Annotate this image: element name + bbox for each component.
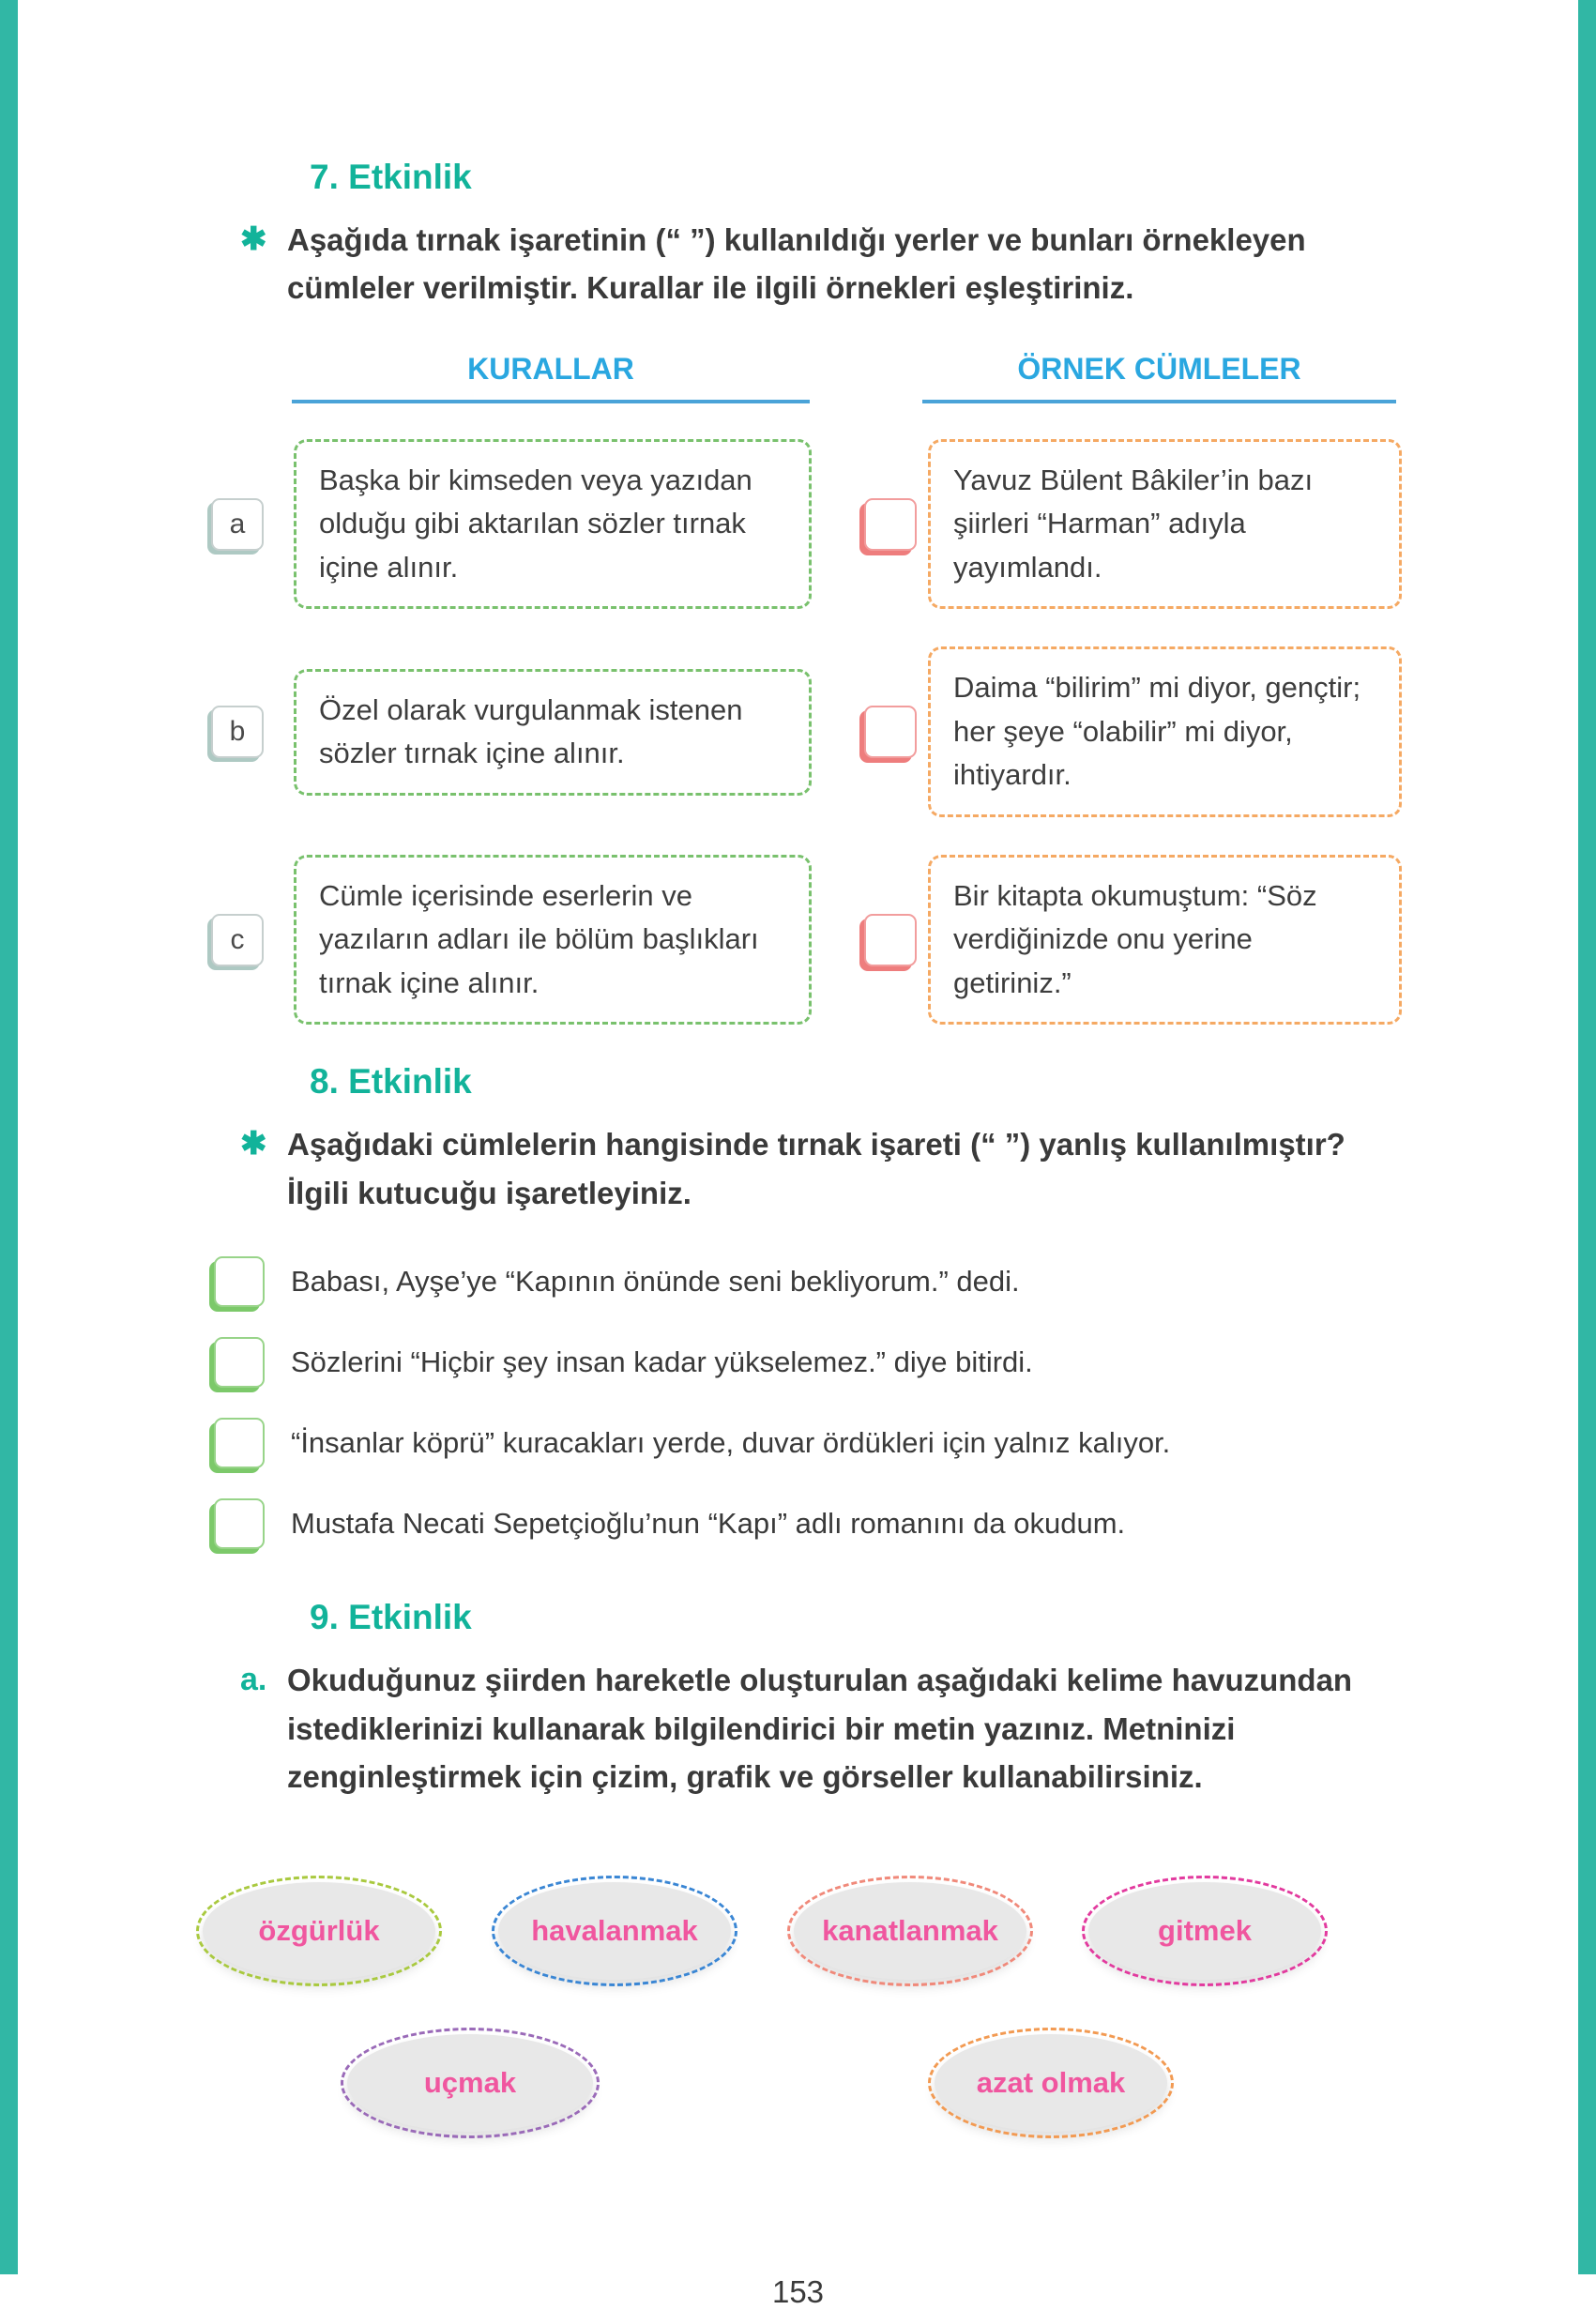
word-oval-havalanmak [498, 1882, 731, 1980]
option-checkbox-1[interactable] [214, 1256, 265, 1307]
option-row-4 [214, 1498, 1596, 1549]
activity-7-instruction: Aşağıda tırnak işaretinin (“ ”) kullanıldığı yerler ve bunları örnekleyen cümleler verilmiştir. Kurallar ile ilgili örnekleri eşleştiriniz. [287, 222, 1306, 306]
option-row-2 [214, 1337, 1596, 1388]
activity-9-instruction-row [240, 1656, 1596, 1801]
word-oval-ucmak [347, 2034, 593, 2132]
activity-9-instruction: Okuduğunuz şiirden hareketle oluşturulan aşağıdaki kelime havuzundan istediklerinizi kullanarak bilgilendirici bir metin yazınız. Metninizi zenginleştirmek için çizim, grafik ve görseller kullanabilirsiniz. [287, 1663, 1353, 1795]
word-oval-kanatlanmak [794, 1882, 1026, 1980]
activity-9-title: 9. Etkinlik [310, 1598, 472, 1637]
activity-8-instruction: Aşağıdaki cümlelerin hangisinde tırnak işareti (“ ”) yanlış kullanılmıştır? İlgili kutucuğu işaretleyiniz. [287, 1127, 1345, 1210]
match-row-3 [211, 855, 1596, 1026]
option-text-4: Mustafa Necati Sepetçioğlu’nun “Kapı” adlı romanını da okudum. [291, 1507, 1126, 1541]
rule-letter-box-b: b [211, 706, 264, 758]
word-label: azat olmak [976, 2065, 1126, 2099]
word-pool [0, 1850, 1596, 2196]
activity-8-options [214, 1256, 1596, 1549]
rule-box-c [294, 855, 812, 1026]
example-box-3 [928, 855, 1402, 1026]
star-bullet-icon: ✱ [240, 1126, 267, 1163]
option-text-3: “İnsanlar köprü” kuracakları yerde, duvar ördükleri için yalnız kalıyor. [291, 1426, 1171, 1460]
activity-7-title: 7. Etkinlik [310, 158, 472, 196]
option-text-2: Sözlerini “Hiçbir şey insan kadar yükselemez.” diye bitirdi. [291, 1345, 1033, 1379]
word-label: gitmek [1158, 1913, 1252, 1947]
rules-column-header: KURALLAR [292, 352, 810, 403]
example-box-2 [928, 646, 1402, 817]
example-text-1: Yavuz Bülent Bâkiler’in bazı şiirleri “Harman” adıyla yayımlandı. [953, 463, 1314, 584]
word-oval-azat-olmak [935, 2034, 1167, 2132]
option-checkbox-2[interactable] [214, 1337, 265, 1388]
match-column-headers [211, 352, 1596, 403]
option-checkbox-4[interactable] [214, 1498, 265, 1549]
word-label: özgürlük [258, 1913, 380, 1947]
word-label: havalanmak [531, 1913, 698, 1947]
example-box-1 [928, 439, 1402, 610]
activity-7-instruction-row [240, 216, 1596, 312]
rule-box-b [294, 669, 812, 796]
match-row-1 [211, 439, 1596, 610]
option-checkbox-3[interactable] [214, 1418, 265, 1468]
rule-letter-box-c: c [211, 914, 264, 966]
rule-letter-box-a: a [211, 498, 264, 551]
activity-8-title: 8. Etkinlik [310, 1062, 472, 1102]
answer-checkbox-2[interactable] [864, 706, 917, 758]
word-label: kanatlanmak [822, 1913, 998, 1947]
activity-8-instruction-row [240, 1120, 1596, 1217]
activity-9-section [0, 1598, 1596, 2195]
activity-7-section [0, 158, 1596, 1025]
word-oval-gitmek [1088, 1882, 1321, 1980]
rule-text-b: Özel olarak vurgulanmak istenen sözler tırnak içine alınır. [319, 692, 743, 770]
example-text-2: Daima “bilirim” mi diyor, gençtir; her şeye “olabilir” mi diyor, ihtiyardır. [953, 671, 1361, 792]
option-row-1 [214, 1256, 1596, 1307]
rule-box-a [294, 439, 812, 610]
word-label: uçmak [423, 2065, 517, 2099]
answer-checkbox-1[interactable] [864, 498, 917, 551]
answer-checkbox-3[interactable] [864, 914, 917, 966]
rule-text-a: Başka bir kimseden veya yazıdan olduğu gibi aktarılan sözler tırnak içine alınır. [319, 463, 752, 584]
example-text-3: Bir kitapta okumuştum: “Söz verdiğinizde onu yerine getiriniz.” [953, 878, 1317, 999]
star-bullet-icon: ✱ [240, 221, 267, 257]
match-row-2 [211, 646, 1596, 817]
option-row-3 [214, 1418, 1596, 1468]
page-number: 153 [771, 2273, 825, 2309]
rule-text-c: Cümle içerisinde eserlerin ve yazıların adları ile bölüm başlıkları tırnak içine alınır. [319, 878, 759, 999]
item-label-a: a. [240, 1662, 267, 1698]
activity-8-section [0, 1062, 1596, 1549]
examples-column-header: ÖRNEK CÜMLELER [922, 352, 1396, 403]
word-oval-ozgurluk [203, 1882, 435, 1980]
option-text-1: Babası, Ayşe’ye “Kapının önünde seni bekliyorum.” dedi. [291, 1265, 1020, 1299]
